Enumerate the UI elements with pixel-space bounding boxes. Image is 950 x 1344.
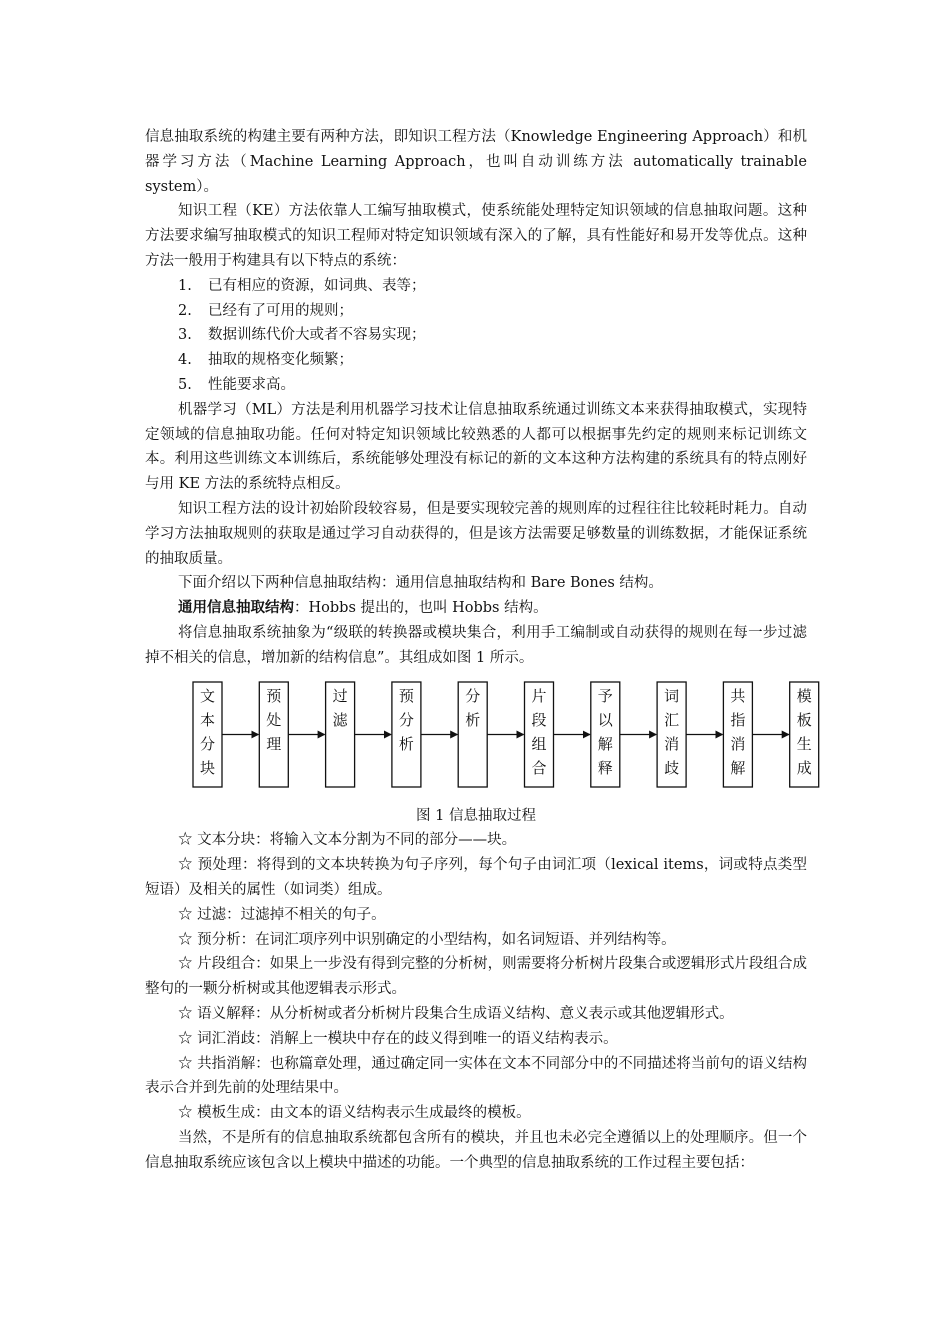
pipeline-box-char: 过 — [332, 686, 348, 705]
pipeline-box-char: 文 — [199, 686, 216, 705]
pipeline-box-char: 解 — [730, 758, 746, 777]
module-item: ☆ 共指消解：也称篇章处理，通过确定同一实体在文本不同部分中的不同描述将当前句的语义结构表示合并到先前的处理结果中。 — [145, 1055, 807, 1097]
module-item: ☆ 预分析：在词汇项序列中识别确定的小型结构，如名词短语、并列结构等。 — [178, 931, 676, 948]
pipeline-box-char: 处 — [266, 710, 282, 729]
document-body — [145, 125, 812, 1175]
pipeline-box-char: 板 — [796, 710, 812, 729]
module-item: ☆ 预处理：将得到的文本块转换为句子序列，每个句子由词汇项（lexical items，词或特点类型短语）及相关的属性（如词类）组成。 — [145, 857, 807, 898]
pipeline-box — [525, 682, 554, 787]
closing-paragraph: 当然，不是所有的信息抽取系统都包含所有的模块，并且也未必完全遵循以上的处理顺序。但一个信息抽取系统应该包含以上模块中描述的功能。一个典型的信息抽取系统的工作过程主要包括： — [145, 1129, 807, 1171]
ke-features-list — [145, 274, 807, 398]
ml-paragraph: 机器学习（ML）方法是利用机器学习技术让信息抽取系统通过训练文本来获得抽取模式，实现特定领域的信息抽取功能。任何对特定知识领域比较熟悉的人都可以根据事先约定的规则来标记训练文本。利用这些训练文本训练后，系统能够处理没有标记的新的文本这种方法构建的系统具有的特点刚好与用 KE 方法的系统特点相反。 — [145, 401, 807, 493]
pipeline-box-char: 分 — [199, 734, 216, 753]
pipeline-box-char: 分 — [465, 686, 481, 705]
list-number: 2. — [178, 302, 192, 319]
pipeline-box — [259, 682, 288, 787]
pipeline-box-char: 预 — [398, 686, 414, 705]
pipeline-box-char: 予 — [597, 686, 613, 705]
pipeline-box-char: 滤 — [332, 710, 348, 729]
pipeline-box-char: 释 — [597, 758, 613, 777]
list-item — [145, 373, 807, 398]
pipeline-box-char: 解 — [597, 734, 613, 753]
pipeline-box-char: 成 — [796, 758, 812, 777]
module-item: ☆ 语义解释：从分析树或者分析树片段集合生成语义结构、意义表示或其他逻辑形式。 — [178, 1005, 734, 1022]
pipeline-box-char: 合 — [531, 758, 547, 777]
figure-caption: 图 1 信息抽取过程 — [416, 807, 536, 824]
pipeline-box — [790, 682, 819, 787]
list-item — [145, 299, 807, 324]
ke-paragraph: 知识工程（KE）方法依靠人工编写抽取模式，使系统能处理特定知识领域的信息抽取问题。这种方法要求编写抽取模式的知识工程师对特定知识领域有深入的了解，具有性能好和易开发等优点。这种方法一般用于构建具有以下特点的系统： — [145, 203, 807, 269]
pipeline-box — [193, 682, 222, 787]
pipeline-box-char: 指 — [730, 710, 746, 729]
list-number: 4. — [178, 352, 192, 369]
pipeline-box-char: 析 — [465, 710, 481, 729]
pipeline-box-char: 共 — [730, 686, 746, 705]
abstract-paragraph: 将信息抽取系统抽象为“级联的转换器或模块集合，利用手工编制或自动获得的规则在每一步过滤掉不相关的信息，增加新的结构信息”。其组成如图 1 所示。 — [145, 624, 807, 666]
pipeline-box-char: 片 — [531, 686, 547, 705]
list-text: 性能要求高。 — [208, 376, 295, 393]
pipeline-box-char: 模 — [796, 686, 812, 705]
pipeline-box — [723, 682, 752, 787]
pipeline-box-char: 汇 — [664, 710, 680, 729]
pipeline-box-char: 预 — [266, 686, 282, 705]
pipeline-box-char: 以 — [597, 710, 613, 729]
structures-intro: 下面介绍以下两种信息抽取结构：通用信息抽取结构和 Bare Bones 结构。 — [178, 575, 663, 592]
list-number: 1. — [178, 277, 192, 294]
pipeline-figure — [145, 679, 812, 804]
general-structure-label: 通用信息抽取结构 — [178, 599, 294, 617]
module-item: ☆ 词汇消歧：消解上一模块中存在的歧义得到唯一的语义结构表示。 — [178, 1030, 618, 1047]
list-number: 5. — [178, 376, 192, 393]
list-text: 已有相应的资源，如词典、表等； — [208, 277, 426, 294]
pipeline-box-char: 本 — [199, 710, 216, 729]
list-item — [145, 274, 807, 299]
pipeline-box — [657, 682, 686, 787]
pipeline-box — [392, 682, 421, 787]
pipeline-box-char: 析 — [398, 734, 414, 753]
list-text: 已经有了可用的规则； — [208, 302, 353, 319]
list-item — [145, 348, 807, 373]
module-item: ☆ 模板生成：由文本的语义结构表示生成最终的模板。 — [178, 1105, 531, 1122]
list-text: 抽取的规格变化频繁； — [208, 352, 353, 369]
list-item — [145, 323, 807, 348]
module-item: ☆ 过滤：过滤掉不相关的句子。 — [178, 906, 386, 923]
pipeline-box-char: 消 — [730, 734, 746, 753]
list-text: 数据训练代价大或者不容易实现； — [208, 327, 426, 344]
pipeline-box-char: 歧 — [664, 758, 680, 777]
pipeline-diagram — [143, 679, 823, 794]
pipeline-box-char: 分 — [398, 710, 414, 729]
pipeline-box-char: 生 — [796, 734, 812, 753]
list-number: 3. — [178, 327, 192, 344]
module-descriptions — [145, 828, 807, 1126]
module-item: ☆ 片段组合：如果上一步没有得到完整的分析树，则需要将分析树片段集合或逻辑形式片段组合成整句的一颗分析树或其他逻辑表示形式。 — [145, 956, 807, 998]
pipeline-box-char: 块 — [199, 758, 216, 777]
pipeline-box-char: 组 — [531, 734, 547, 753]
pipeline-box-char: 消 — [664, 734, 680, 753]
general-structure-text: ：Hobbs 提出的，也叫 Hobbs 结构。 — [294, 600, 548, 617]
pipeline-box — [591, 682, 620, 787]
general-structure-paragraph — [145, 596, 807, 621]
pipeline-box — [458, 682, 487, 787]
module-item: ☆ 文本分块：将输入文本分割为不同的部分——块。 — [178, 832, 517, 849]
intro-paragraph: 信息抽取系统的构建主要有两种方法，即知识工程方法（Knowledge Engineering Approach）和机器学习方法（Machine Learning Approach，也叫自动训练方法 automatically trainable system）。 — [145, 129, 807, 195]
pipeline-box-char: 理 — [266, 734, 282, 753]
pipeline-box-char: 词 — [664, 686, 680, 705]
pipeline-box — [326, 682, 355, 787]
compare-paragraph: 知识工程方法的设计初始阶段较容易，但是要实现较完善的规则库的过程往往比较耗时耗力。自动学习方法抽取规则的获取是通过学习自动获得的，但是该方法需要足够数量的训练数据，才能保证系统的抽取质量。 — [145, 500, 807, 567]
pipeline-box-char: 段 — [531, 710, 547, 729]
